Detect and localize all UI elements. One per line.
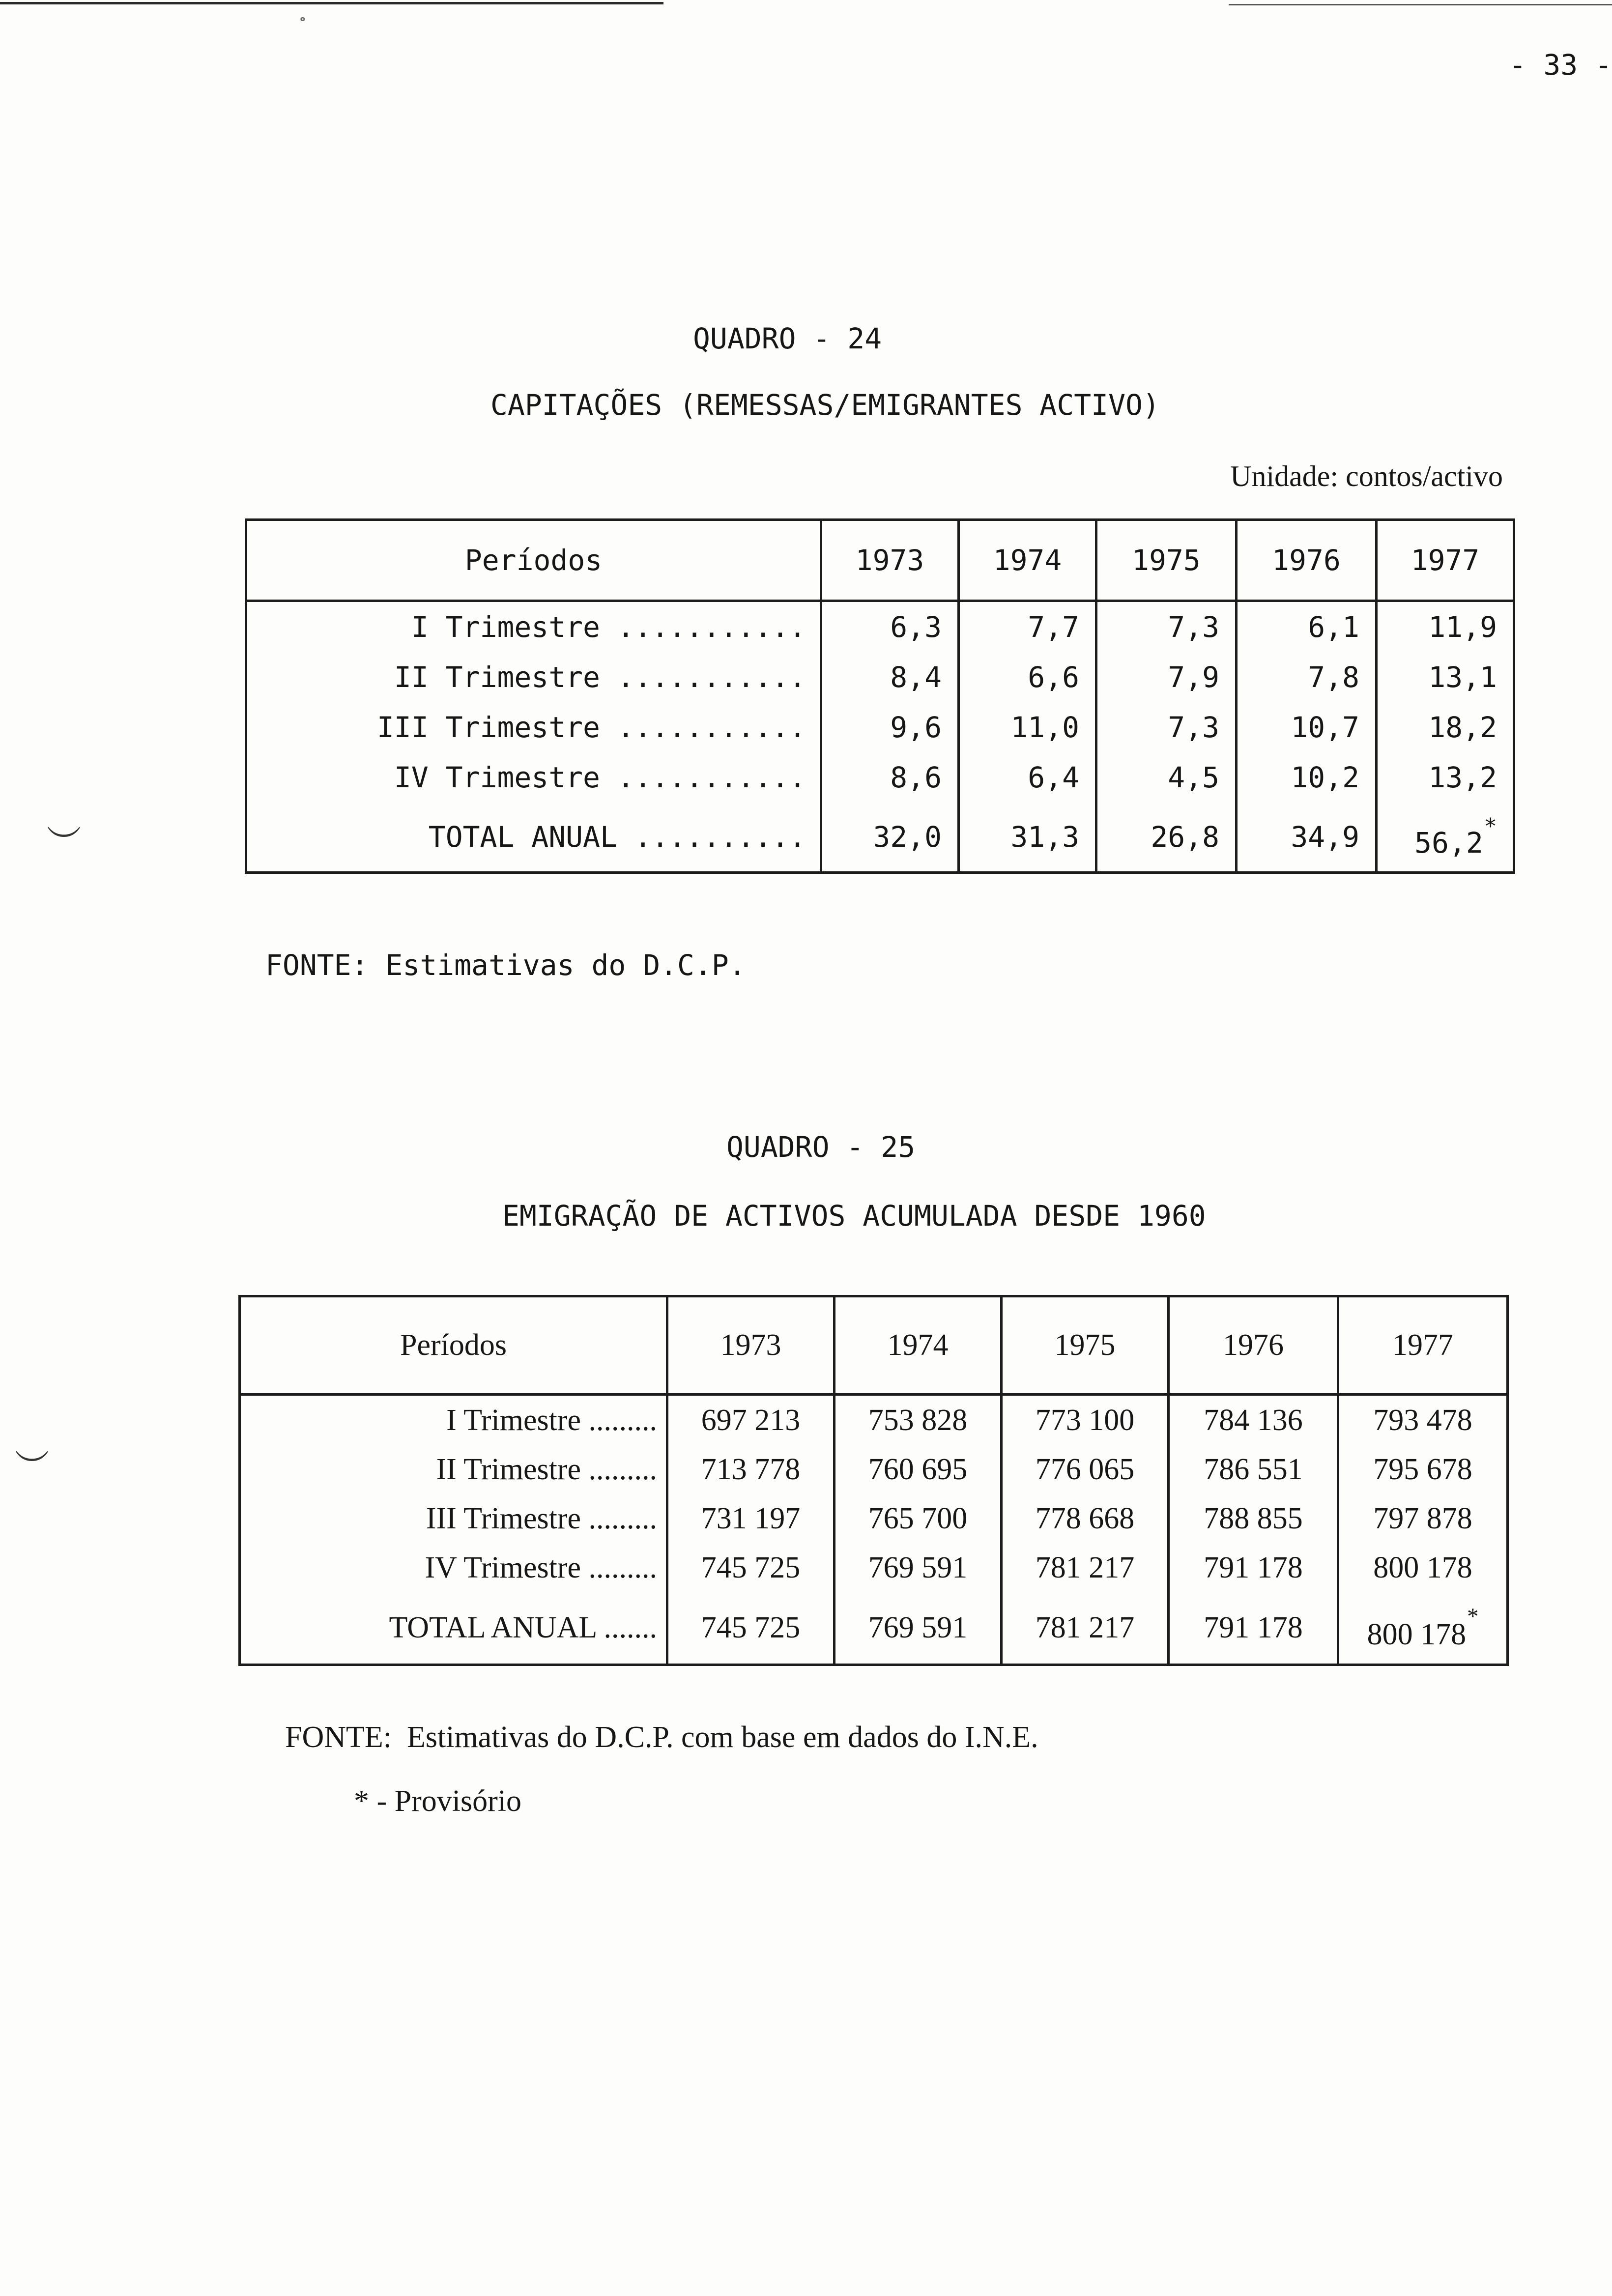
cell-value: 769 591 bbox=[835, 1592, 1002, 1665]
provisional-note: * - Provisório bbox=[354, 1784, 521, 1818]
table-row-total bbox=[246, 803, 1514, 873]
cell-value: 8,6 bbox=[821, 752, 959, 803]
cell-value: 10,2 bbox=[1237, 752, 1377, 803]
cell-value: 773 100 bbox=[1002, 1395, 1169, 1445]
cell-value: 11,0 bbox=[959, 702, 1096, 752]
cell-value: 8,4 bbox=[821, 652, 959, 702]
header-year: 1977 bbox=[1377, 520, 1514, 601]
quadro-24-title: CAPITAÇÕES (REMESSAS/EMIGRANTES ACTIVO) bbox=[490, 388, 1160, 422]
top-rule-right bbox=[1229, 4, 1612, 5]
row-period: II Trimestre ........... bbox=[246, 652, 821, 702]
table-row bbox=[240, 1543, 1508, 1592]
cell-value: 745 725 bbox=[667, 1592, 835, 1665]
row-period: IV Trimestre ........... bbox=[246, 752, 821, 803]
quadro-24-source: FONTE: Estimativas do D.C.P. bbox=[265, 948, 746, 982]
header-year: 1974 bbox=[835, 1296, 1002, 1395]
cell-value: 7,3 bbox=[1096, 702, 1237, 752]
provisional-asterisk: * bbox=[1467, 1604, 1479, 1630]
cell-value: 765 700 bbox=[835, 1494, 1002, 1543]
margin-ink-mark: ︶ bbox=[47, 823, 81, 863]
cell-value: 56,2 bbox=[1414, 826, 1483, 860]
cell-value: 13,2 bbox=[1377, 752, 1514, 803]
cell-value: 788 855 bbox=[1169, 1494, 1338, 1543]
cell-value: 697 213 bbox=[667, 1395, 835, 1445]
cell-value: 18,2 bbox=[1377, 702, 1514, 752]
table-header-row bbox=[246, 520, 1514, 601]
provisional-asterisk: * bbox=[1484, 814, 1497, 839]
cell-value: 776 065 bbox=[1002, 1445, 1169, 1494]
quadro-24-label: QUADRO - 24 bbox=[693, 322, 882, 355]
cell-value: 791 178 bbox=[1169, 1592, 1338, 1665]
row-period: I Trimestre ......... bbox=[240, 1395, 667, 1445]
cell-value: 7,8 bbox=[1237, 652, 1377, 702]
table-row bbox=[240, 1395, 1508, 1445]
row-period: II Trimestre ......... bbox=[240, 1445, 667, 1494]
table-row-total bbox=[240, 1592, 1508, 1665]
header-periodos: Períodos bbox=[246, 520, 821, 601]
cell-value-provisional bbox=[1338, 1592, 1508, 1665]
cell-value: 793 478 bbox=[1338, 1395, 1508, 1445]
header-year: 1977 bbox=[1338, 1296, 1508, 1395]
page-number: - 33 - bbox=[1509, 48, 1612, 82]
cell-value: 795 678 bbox=[1338, 1445, 1508, 1494]
table-row bbox=[246, 752, 1514, 803]
cell-value: 7,3 bbox=[1096, 601, 1237, 653]
quadro-25-source: FONTE: Estimativas do D.C.P. com base em dados do I.N.E. bbox=[285, 1721, 1038, 1754]
cell-value: 791 178 bbox=[1169, 1543, 1338, 1592]
cell-value: 731 197 bbox=[667, 1494, 835, 1543]
cell-value: 797 878 bbox=[1338, 1494, 1508, 1543]
cell-value: 6,6 bbox=[959, 652, 1096, 702]
cell-value: 11,9 bbox=[1377, 601, 1514, 653]
cell-value: 10,7 bbox=[1237, 702, 1377, 752]
header-year: 1973 bbox=[667, 1296, 835, 1395]
cell-value: 7,9 bbox=[1096, 652, 1237, 702]
cell-value: 26,8 bbox=[1096, 803, 1237, 873]
table-row bbox=[246, 702, 1514, 752]
quadro-25-table bbox=[238, 1295, 1509, 1666]
row-period-total: TOTAL ANUAL ....... bbox=[240, 1592, 667, 1665]
row-period: I Trimestre ........... bbox=[246, 601, 821, 653]
cell-value: 34,9 bbox=[1237, 803, 1377, 873]
quadro-25-label: QUADRO - 25 bbox=[726, 1130, 916, 1164]
cell-value: 753 828 bbox=[835, 1395, 1002, 1445]
cell-value: 800 178 bbox=[1367, 1617, 1467, 1651]
cell-value: 713 778 bbox=[667, 1445, 835, 1494]
table-row bbox=[240, 1494, 1508, 1543]
cell-value: 6,3 bbox=[821, 601, 959, 653]
cell-value: 7,7 bbox=[959, 601, 1096, 653]
cell-value: 784 136 bbox=[1169, 1395, 1338, 1445]
header-year: 1975 bbox=[1096, 520, 1237, 601]
header-periodos: Períodos bbox=[240, 1296, 667, 1395]
cell-value: 745 725 bbox=[667, 1543, 835, 1592]
top-rule-left bbox=[0, 2, 663, 4]
quadro-24-table bbox=[245, 518, 1515, 874]
row-period: IV Trimestre ......... bbox=[240, 1543, 667, 1592]
cell-value-provisional bbox=[1377, 803, 1514, 873]
cell-value: 769 591 bbox=[835, 1543, 1002, 1592]
cell-value: 786 551 bbox=[1169, 1445, 1338, 1494]
table-row bbox=[246, 652, 1514, 702]
row-period: III Trimestre ........... bbox=[246, 702, 821, 752]
header-year: 1976 bbox=[1237, 520, 1377, 601]
table-header-row bbox=[240, 1296, 1508, 1395]
margin-ink-mark: ︶ bbox=[15, 1447, 49, 1488]
cell-value: 778 668 bbox=[1002, 1494, 1169, 1543]
header-year: 1974 bbox=[959, 520, 1096, 601]
cell-value: 781 217 bbox=[1002, 1592, 1169, 1665]
quadro-25-title: EMIGRAÇÃO DE ACTIVOS ACUMULADA DESDE 1960 bbox=[502, 1199, 1206, 1233]
table-row bbox=[246, 601, 1514, 653]
cell-value: 32,0 bbox=[821, 803, 959, 873]
cell-value: 4,5 bbox=[1096, 752, 1237, 803]
cell-value: 31,3 bbox=[959, 803, 1096, 873]
cell-value: 800 178 bbox=[1338, 1543, 1508, 1592]
cell-value: 9,6 bbox=[821, 702, 959, 752]
cell-value: 6,1 bbox=[1237, 601, 1377, 653]
cell-value: 13,1 bbox=[1377, 652, 1514, 702]
header-year: 1976 bbox=[1169, 1296, 1338, 1395]
cell-value: 6,4 bbox=[959, 752, 1096, 803]
row-period: III Trimestre ......... bbox=[240, 1494, 667, 1543]
quadro-24-unit: Unidade: contos/activo bbox=[1230, 460, 1503, 492]
cell-value: 760 695 bbox=[835, 1445, 1002, 1494]
header-year: 1973 bbox=[821, 520, 959, 601]
table-row bbox=[240, 1445, 1508, 1494]
cell-value: 781 217 bbox=[1002, 1543, 1169, 1592]
header-year: 1975 bbox=[1002, 1296, 1169, 1395]
row-period-total: TOTAL ANUAL .......... bbox=[246, 803, 821, 873]
